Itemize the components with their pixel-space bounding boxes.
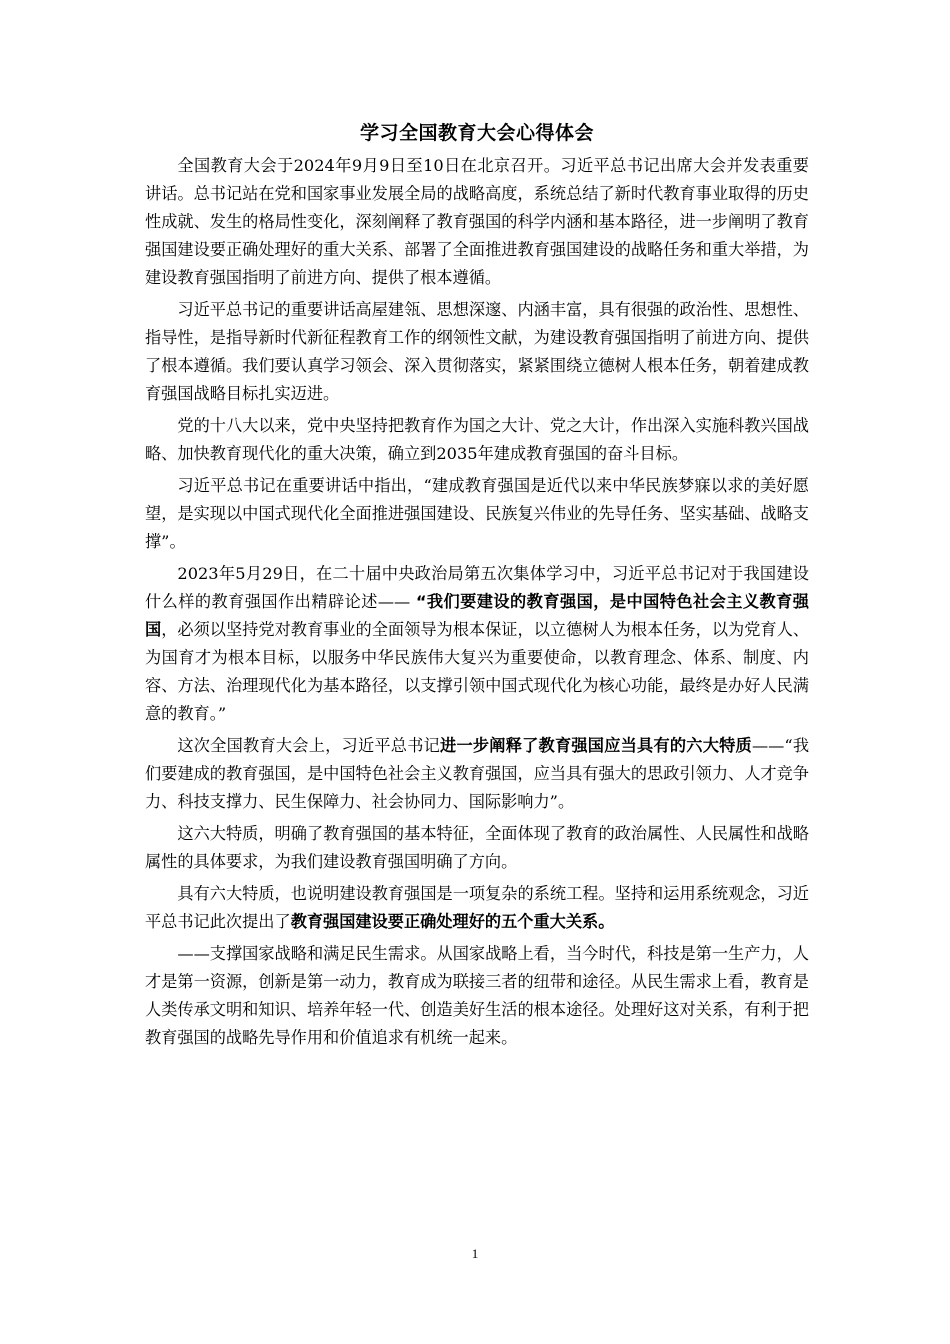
paragraph-text: ，必须以坚持党对教育事业的全面领导为根本保证，以立德树人为根本任务，以为党育人、为国育才为根本目标，以服务中华民族伟大复兴为重要使命，以教育理念、体系、制度、内容、方法、治理现代化为基本路径，以支撑引领中国式现代化为核心功能，最终是办好人民满意的教育。”: [145, 620, 810, 723]
paragraph-text: 这六大特质，明确了教育强国的基本特征，全面体现了教育的政治属性、人民属性和战略属性的具体要求，为我们建设教育强国明确了方向。: [145, 824, 809, 871]
bold-text: “我们要建设的教育强国，是中国特色社会主义教育强国: [145, 592, 809, 639]
paragraph: [145, 412, 809, 468]
paragraph: [145, 732, 809, 816]
paragraph-text: ——“我们要建成的教育强国，是中国特色社会主义教育强国，应当具有强大的思政引领力、人才竞争力、科技支撑力、民生保障力、社会协同力、国际影响力”。: [145, 736, 810, 811]
document-title: 学习全国教育大会心得体会: [359, 122, 594, 144]
paragraph: [145, 880, 809, 936]
paragraph: [145, 472, 809, 556]
paragraph-text: 具有六大特质，也说明建设教育强国是一项复杂的系统工程。坚持和运用系统观念，习近平总书记此次提出了: [145, 884, 809, 931]
paragraph-text: 2023年5月29日，在二十届中央政治局第五次集体学习中，习近平总书记对于我国建设什么样的教育强国作出精辟论述——: [145, 564, 809, 611]
document-page: [145, 118, 809, 1056]
bold-text: 进一步阐释了教育强国应当具有的六大特质: [440, 736, 752, 755]
paragraph-text: ——支撑国家战略和满足民生需求。从国家战略上看，当今时代，科技是第一生产力，人才是第一资源，创新是第一动力，教育成为联接三者的纽带和途径。从民生需求上看，教育是人类传承文明和知识、培养年轻一代、创造美好生活的根本途径。处理好这对关系，有利于把教育强国的战略先导作用和价值追求有机统一起来。: [145, 944, 809, 1047]
paragraph-text: 习近平总书记在重要讲话中指出，“建成教育强国是近代以来中华民族梦寐以求的美好愿望，是实现以中国式现代化全面推进强国建设、民族复兴伟业的先导任务、坚实基础、战略支撑”。: [145, 476, 809, 551]
paragraph: [145, 940, 809, 1052]
paragraph-text: 这次全国教育大会上，习近平总书记: [177, 736, 441, 755]
paragraph-text: 党的十八大以来，党中央坚持把教育作为国之大计、党之大计，作出深入实施科教兴国战略、加快教育现代化的重大决策，确立到2035年建成教育强国的奋斗目标。: [145, 416, 809, 463]
paragraph-text: 全国教育大会于2024年9月9日至10日在北京召开。习近平总书记出席大会并发表重要讲话。总书记站在党和国家事业发展全局的战略高度，系统总结了新时代教育事业取得的历史性成就、发生的格局性变化，深刻阐释了教育强国的科学内涵和基本路径，进一步阐明了教育强国建设要正确处理好的重大关系、部署了全面推进教育强国建设的战略任务和重大举措，为建设教育强国指明了前进方向、提供了根本遵循。: [145, 156, 809, 287]
paragraph: [145, 820, 809, 876]
paragraph: [145, 560, 809, 728]
bold-text: 教育强国建设要正确处理好的五个重大关系。: [290, 912, 615, 931]
paragraph: [145, 152, 809, 292]
paragraph-text: 习近平总书记的重要讲话高屋建瓴、思想深邃、内涵丰富，具有很强的政治性、思想性、指导性，是指导新时代新征程教育工作的纲领性文献，为建设教育强国指明了前进方向、提供了根本遵循。我们要认真学习领会、深入贯彻落实，紧紧围绕立德树人根本任务，朝着建成教育强国战略目标扎实迈进。: [145, 300, 809, 403]
paragraph: [145, 296, 809, 408]
page-number: 1: [471, 1246, 479, 1261]
document-body: [145, 152, 809, 1052]
